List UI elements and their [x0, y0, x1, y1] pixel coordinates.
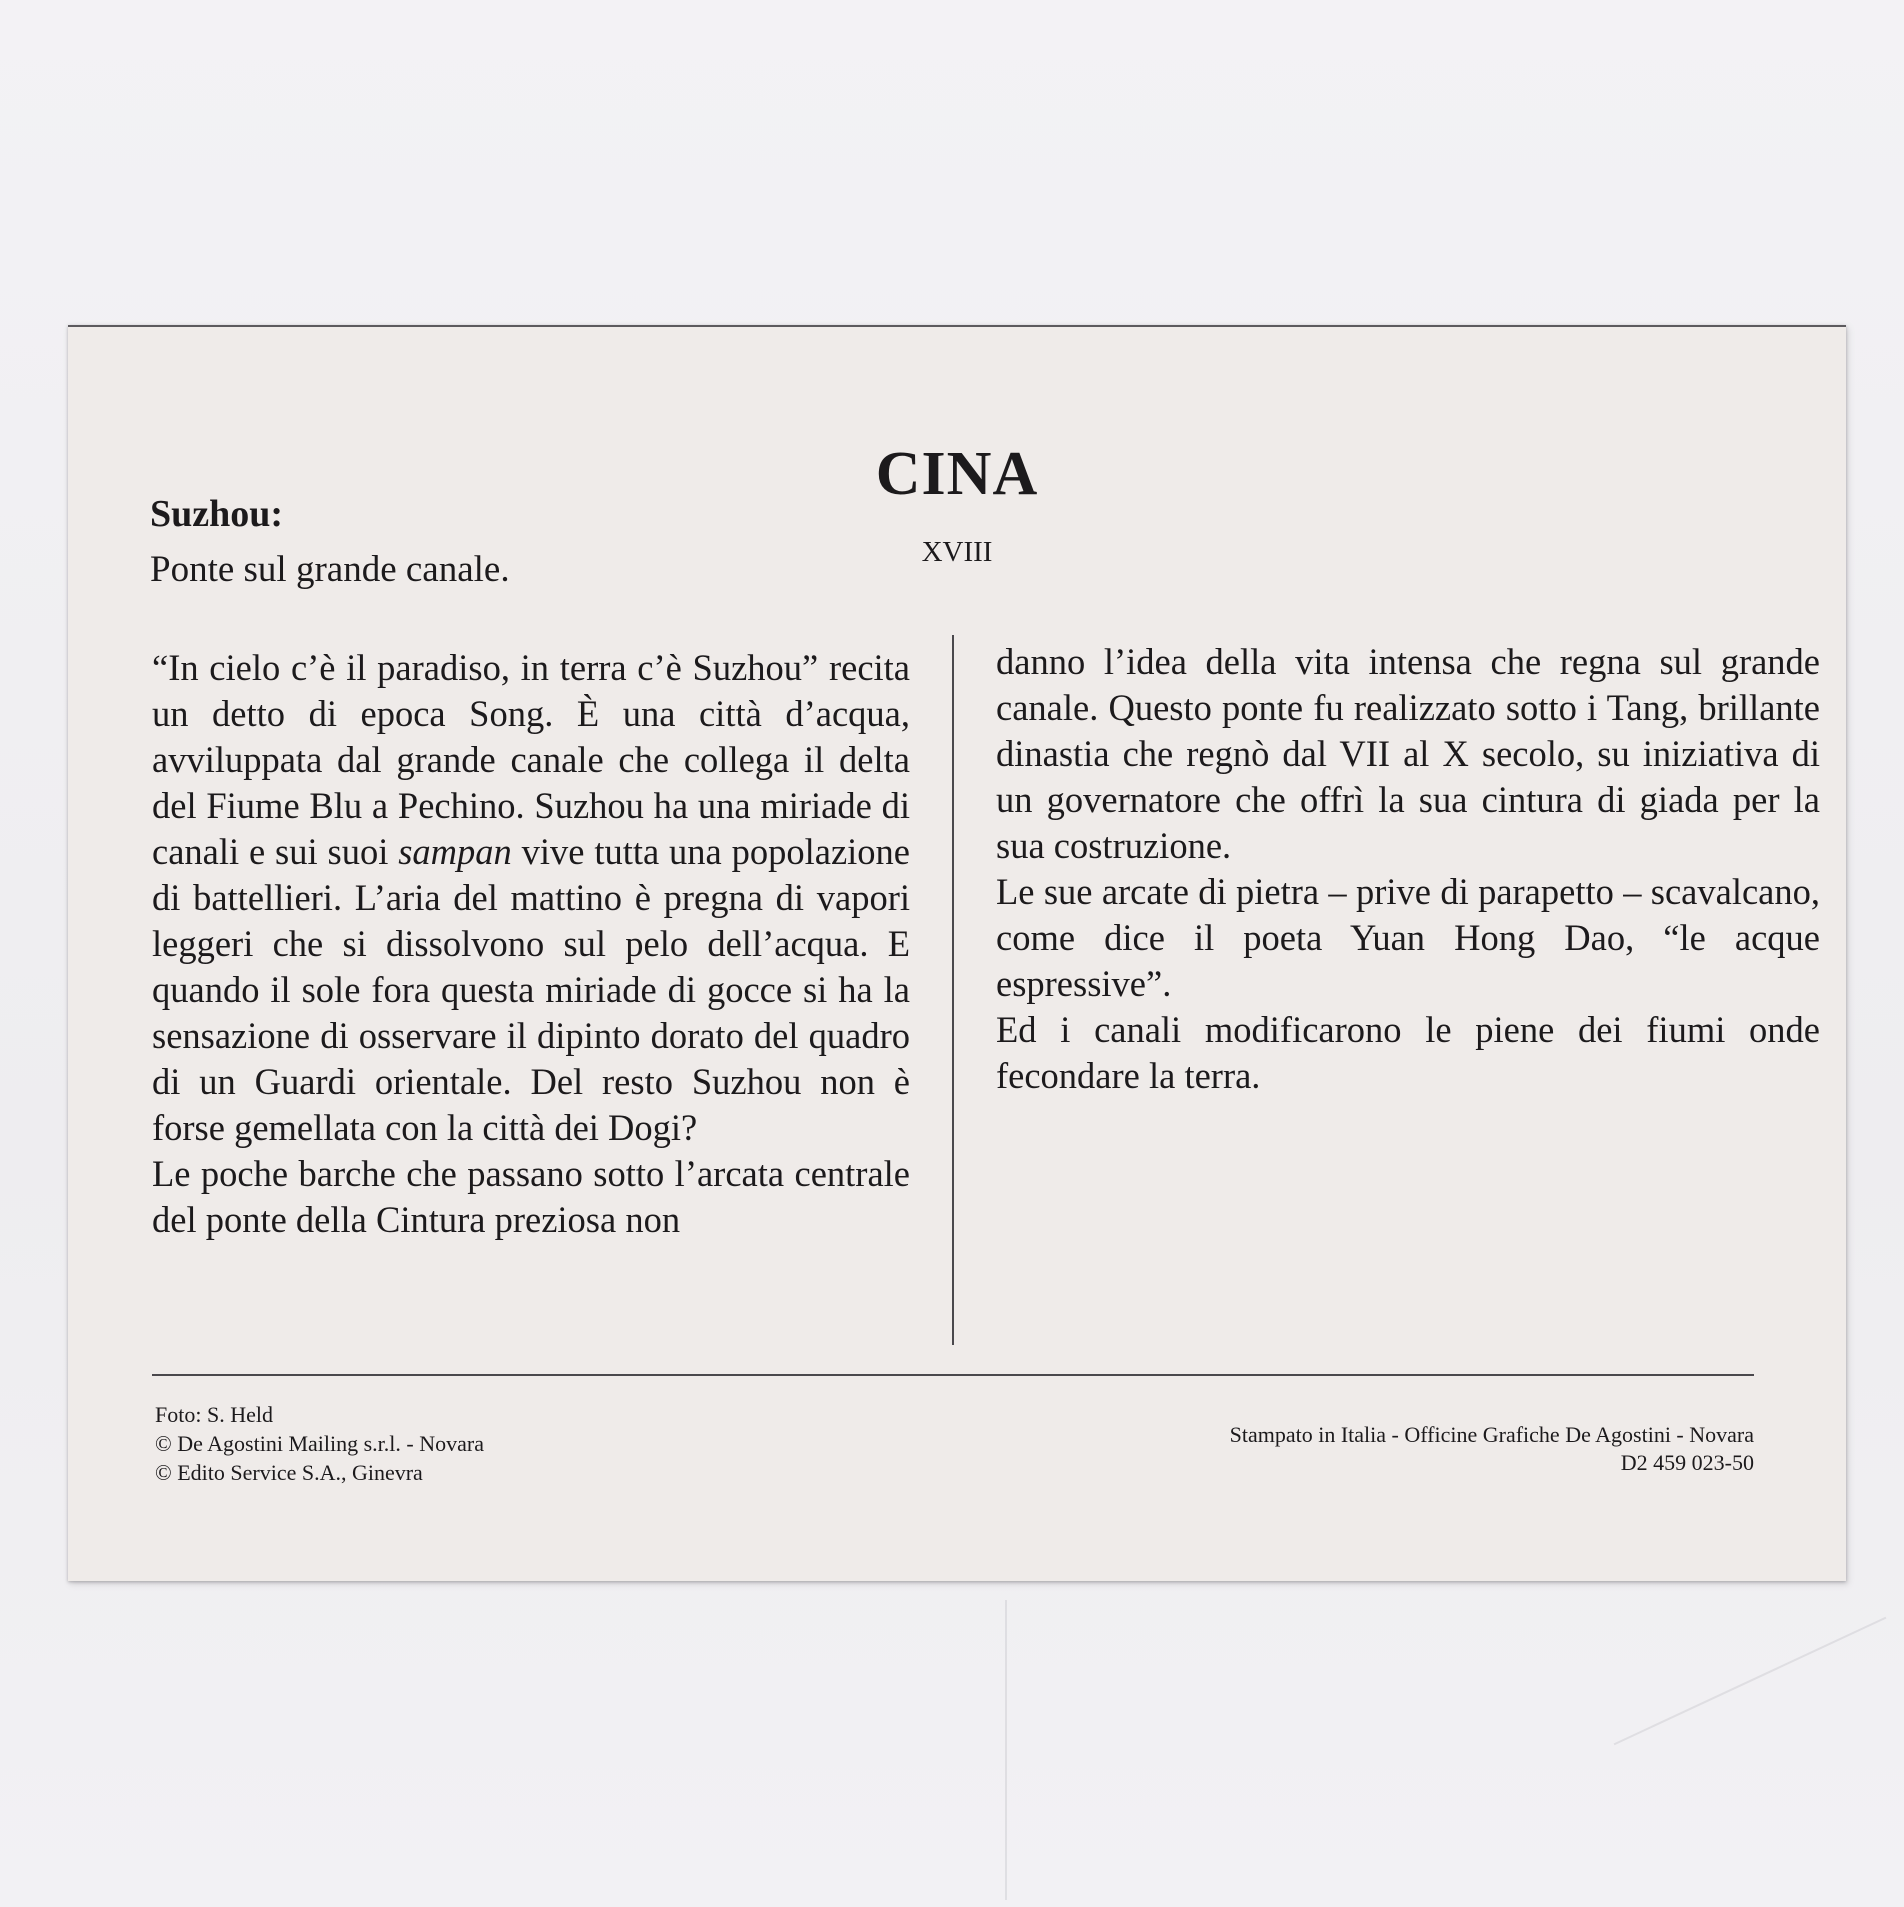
column-divider — [952, 635, 954, 1345]
card-number: XVIII — [921, 536, 993, 568]
copyright-line: © Edito Service S.A., Ginevra — [155, 1460, 423, 1485]
photo-credit: Foto: S. Held — [155, 1402, 273, 1427]
paragraph: danno l’idea della vita intensa che regna sul grande canale. Questo ponte fu realizzato sotto i Tang, brillante dinastia che regnò dal VII al X secolo, su iniziativa di un governatore che offrì la sua cintura di giada per la sua costruzione. — [996, 641, 1820, 866]
credits-block — [155, 1400, 484, 1487]
place-name: Suzhou: — [150, 493, 284, 535]
paragraph — [152, 645, 910, 1151]
printer-line: Stampato in Italia - Officine Grafiche De Agostini - Novara — [1229, 1422, 1754, 1447]
text-column-right — [996, 639, 1820, 1099]
paragraph: Le poche barche che passano sotto l’arcata centrale del ponte della Cintura preziosa non — [152, 1153, 910, 1240]
italic-term: sampan — [398, 831, 512, 872]
subject-caption: Ponte sul grande canale. — [150, 549, 510, 590]
paragraph: Le sue arcate di pietra – prive di parapetto – scavalcano, come dice il poeta Yuan Hong Dao, “le acque espressive”. — [996, 871, 1820, 1004]
footer-divider — [152, 1374, 1754, 1376]
text-column-left — [152, 645, 910, 1243]
paper-crease — [1005, 1600, 1007, 1900]
card-title: CINA — [875, 440, 1039, 508]
printer-block — [1230, 1421, 1754, 1477]
paragraph-text: vive tutta una popolazione di battellieri. L’aria del mattino è pregna di vapori leggeri che si dissolvono sul pelo dell’acqua. E quando il sole fora questa miriade di gocce si ha la sensazione di osservare il dipinto dorato del quadro di un Guardi orientale. Del resto Suzhou non è forse gemellata con la città dei Dogi? — [152, 831, 910, 1148]
product-code: D2 459 023-50 — [1620, 1450, 1754, 1475]
paragraph: Ed i canali modificarono le piene dei fiumi onde fecondare la terra. — [996, 1009, 1820, 1096]
paper-crease — [1614, 1617, 1887, 1746]
paragraph-text: “In cielo c’è il paradiso, in terra c’è Suzhou” recita un detto di epoca Song. È una città d’acqua, avviluppata dal grande canale che collega il delta del Fiume Blu a Pechino. Suzhou ha una miriade di canali e sui suoi — [152, 647, 910, 872]
copyright-line: © De Agostini Mailing s.r.l. - Novara — [155, 1431, 484, 1456]
postcard-back — [68, 325, 1846, 1581]
